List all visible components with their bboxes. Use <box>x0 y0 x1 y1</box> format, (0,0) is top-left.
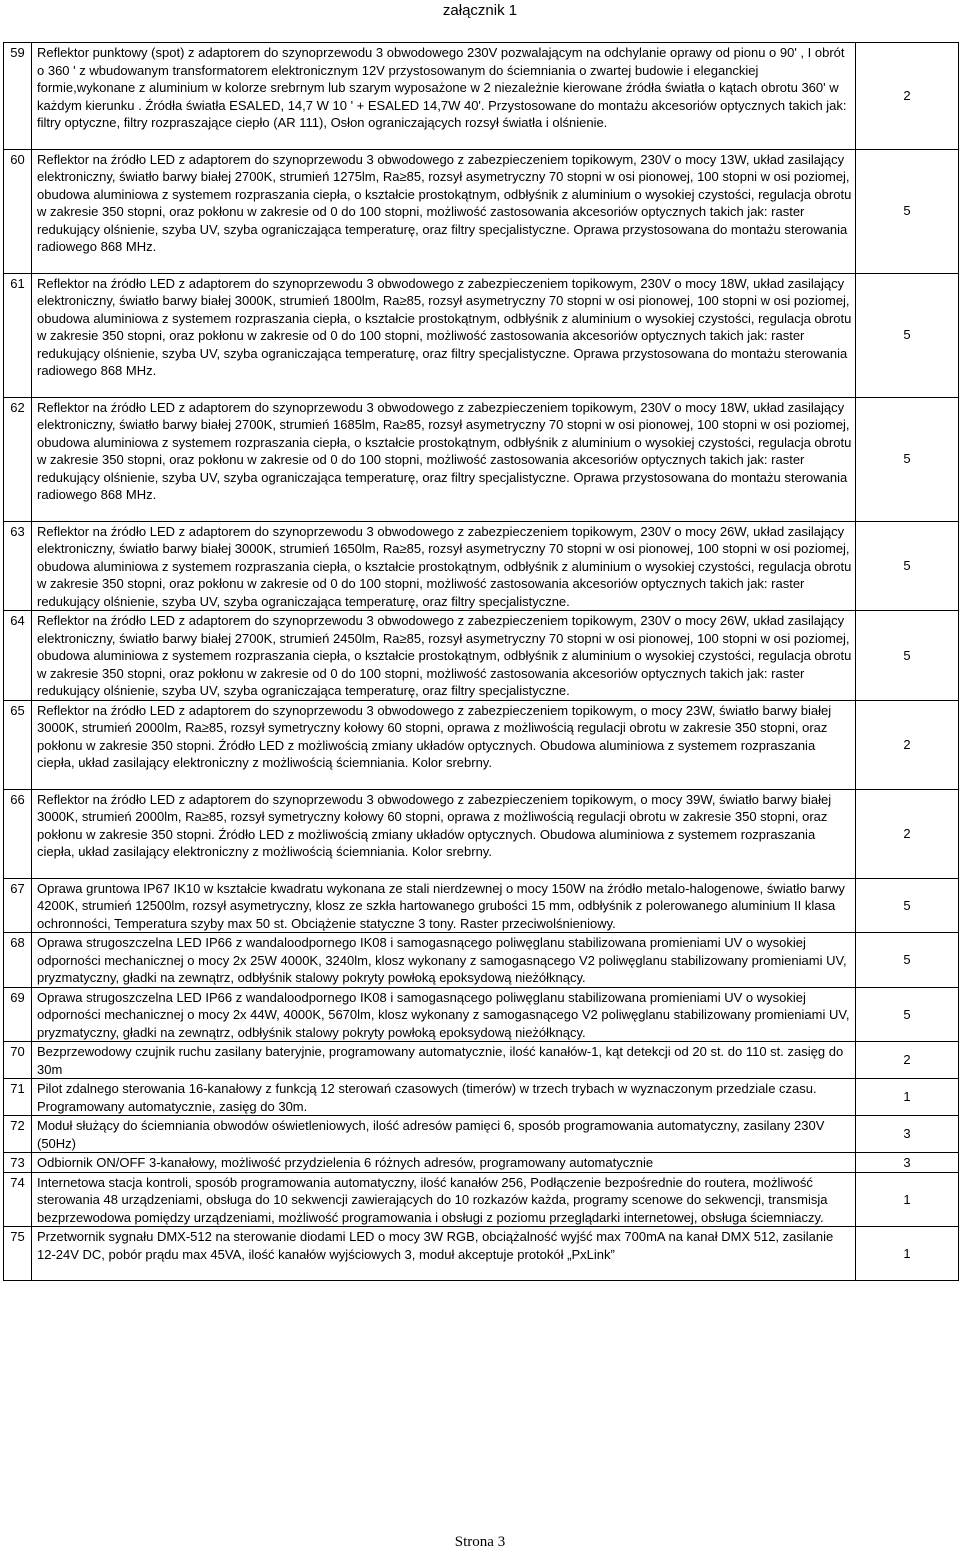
item-number-cell: 65 <box>4 700 32 789</box>
item-number-cell: 75 <box>4 1227 32 1281</box>
item-quantity-cell: 1 <box>856 1227 959 1281</box>
specification-table-body <box>4 43 959 1281</box>
item-number-cell: 68 <box>4 933 32 988</box>
item-quantity-cell: 5 <box>856 149 959 273</box>
item-quantity-cell: 5 <box>856 521 959 611</box>
table-row <box>4 700 959 789</box>
item-quantity-cell: 5 <box>856 933 959 988</box>
item-description-cell: Reflektor na źródło LED z adaptorem do szynoprzewodu 3 obwodowego z zabezpieczeniem topikowym, 230V o mocy 18W, układ zasilający elektroniczny, światło barwy białej 2700K, strumień 1685lm, Ra≥85, rozsył asymetryczny 70 stopni w osi pionowej, 100 stopni w osi poziomej, obudowa aluminiowa z systemem rozpraszania ciepła, o kształcie prostokątnym, odbłyśnik z aluminium o wysokiej czystości, regulacja obrotu w zakresie 350 stopni, oraz pokłonu w zakresie od 0 do 100 stopni, możliwość zastosowania akcesoriów optycznych takich jak: raster redukujący olśnienie, szyba UV, szyba ograniczająca temperaturę, oraz filtry specjalistyczne. Oprawa przystosowana do montażu sterowania radiowego 868 MHz. <box>32 397 856 521</box>
item-quantity-cell: 1 <box>856 1172 959 1227</box>
item-number-cell: 72 <box>4 1116 32 1153</box>
table-row <box>4 611 959 701</box>
item-quantity-cell: 2 <box>856 1042 959 1079</box>
item-number-cell: 70 <box>4 1042 32 1079</box>
item-number-cell: 62 <box>4 397 32 521</box>
item-quantity-cell: 2 <box>856 700 959 789</box>
item-description-cell: Oprawa strugoszczelna LED IP66 z wandaloodpornego IK08 i samogasnącego poliwęglanu stabilizowana promieniami UV o wysokiej odporności mechanicznej o mocy 2x 44W, 4000K, 5670lm, klosz wykonany z samogasnącego V2 poliwęglanu stabilizowany promieniami UV, pryzmatyczny, gładki na zewnątrz, odbłyśnik stalowy pokryty powłoką epoksydową nieżółknący. <box>32 987 856 1042</box>
item-number-cell: 60 <box>4 149 32 273</box>
table-row <box>4 273 959 397</box>
item-number-cell: 69 <box>4 987 32 1042</box>
table-row <box>4 1227 959 1281</box>
item-description-cell: Oprawa gruntowa IP67 IK10 w kształcie kwadratu wykonana ze stali nierdzewnej o mocy 150W na źródło metalo-halogenowe, światło barwy 4200K, strumień 12500lm, rozsył asymetryczny, klosz ze szkła hartowanego grubości 15 mm, odbłyśnik z polerowanego aluminium II klasa ochronności, Temperatura szyby max 50 st. Obciążenie statyczne 3 tony. Raster przeciwolśnieniowy. <box>32 878 856 933</box>
item-quantity-cell: 5 <box>856 878 959 933</box>
item-description-cell: Reflektor na źródło LED z adaptorem do szynoprzewodu 3 obwodowego z zabezpieczeniem topikowym, o mocy 39W, światło barwy białej 3000K, strumień 2000lm, Ra≥85, rozsył symetryczny kołowy 60 stopni, oprawa z możliwością regulacji obrotu w zakresie 350 stopni, oraz pokłonu w zakresie 350 stopni. Źródło LED z możliwością zmiany układów optycznych. Obudowa aluminiowa z systemem rozpraszania ciepła, układ zasilający elektroniczny z możliwością ściemniania. Kolor srebrny. <box>32 789 856 878</box>
item-description-cell: Pilot zdalnego sterowania 16-kanałowy z funkcją 12 sterowań czasowych (timerów) w trzech trybach w wyznaczonym przedziale czasu. Programowany automatycznie, zasięg do 30m. <box>32 1079 856 1116</box>
item-number-cell: 73 <box>4 1153 32 1173</box>
item-quantity-cell: 5 <box>856 273 959 397</box>
item-quantity-cell: 5 <box>856 987 959 1042</box>
table-row <box>4 789 959 878</box>
table-row <box>4 1172 959 1227</box>
table-row <box>4 1116 959 1153</box>
item-quantity-cell: 3 <box>856 1153 959 1173</box>
item-number-cell: 61 <box>4 273 32 397</box>
item-number-cell: 67 <box>4 878 32 933</box>
item-quantity-cell: 1 <box>856 1079 959 1116</box>
specification-table <box>3 42 959 1281</box>
item-description-cell: Reflektor na źródło LED z adaptorem do szynoprzewodu 3 obwodowego z zabezpieczeniem topikowym, 230V o mocy 26W, układ zasilający elektroniczny, światło barwy białej 2700K, strumień 2450lm, Ra≥85, rozsył asymetryczny 70 stopni w osi pionowej, 100 stopni w osi poziomej, obudowa aluminiowa z systemem rozpraszania ciepła, o kształcie prostokątnym, odbłyśnik z aluminium o wysokiej czystości, regulacja obrotu w zakresie 350 stopni, oraz pokłonu w zakresie od 0 do 100 stopni, możliwość zastosowania akcesoriów optycznych takich jak: raster redukujący olśnienie, szyba UV, szyba ograniczająca temperaturę, oraz filtry specjalistyczne. <box>32 611 856 701</box>
item-description-cell: Bezprzewodowy czujnik ruchu zasilany bateryjnie, programowany automatycznie, ilość kanałów-1, kąt detekcji od 20 st. do 110 st. zasięg do 30m <box>32 1042 856 1079</box>
table-row <box>4 1153 959 1173</box>
item-description-cell: Reflektor na źródło LED z adaptorem do szynoprzewodu 3 obwodowego z zabezpieczeniem topikowym, 230V o mocy 13W, układ zasilający elektroniczny, światło barwy białej 2700K, strumień 1275lm, Ra≥85, rozsył asymetryczny 70 stopni w osi pionowej, 100 stopni w osi poziomej, obudowa aluminiowa z systemem rozpraszania ciepła, o kształcie prostokątnym, odbłyśnik z aluminium o wysokiej czystości, regulacja obrotu w zakresie 350 stopni, oraz pokłonu w zakresie od 0 do 100 stopni, możliwość zastosowania akcesoriów optycznych takich jak: raster redukujący olśnienie, szyba UV, szyba ograniczająca temperaturę, oraz filtry specjalistyczne. Oprawa przystosowana do montażu sterowania radiowego 868 MHz. <box>32 149 856 273</box>
table-row <box>4 1079 959 1116</box>
table-row <box>4 521 959 611</box>
item-number-cell: 71 <box>4 1079 32 1116</box>
item-description-cell: Odbiornik ON/OFF 3-kanałowy, możliwość przydzielenia 6 różnych adresów, programowany automatycznie <box>32 1153 856 1173</box>
item-description-cell: Reflektor na źródło LED z adaptorem do szynoprzewodu 3 obwodowego z zabezpieczeniem topikowym, o mocy 23W, światło barwy białej 3000K, strumień 2000lm, Ra≥85, rozsył symetryczny kołowy 60 stopni, oprawa z możliwością regulacji obrotu w zakresie 350 stopni, oraz pokłonu w zakresie 350 stopni. Źródło LED z możliwością zmiany układów optycznych. Obudowa aluminiowa z systemem rozpraszania ciepła, układ zasilający elektroniczny z możliwością ściemniania. Kolor srebrny. <box>32 700 856 789</box>
item-description-cell: Reflektor na źródło LED z adaptorem do szynoprzewodu 3 obwodowego z zabezpieczeniem topikowym, 230V o mocy 18W, układ zasilający elektroniczny, światło barwy białej 3000K, strumień 1800lm, Ra≥85, rozsył asymetryczny 70 stopni w osi pionowej, 100 stopni w osi poziomej, obudowa aluminiowa z systemem rozpraszania ciepła, o kształcie prostokątnym, odbłyśnik z aluminium o wysokiej czystości, regulacja obrotu w zakresie 350 stopni, oraz pokłonu w zakresie od 0 do 100 stopni, możliwość zastosowania akcesoriów optycznych takich jak: raster redukujący olśnienie, szyba UV, szyba ograniczająca temperaturę, oraz filtry specjalistyczne. Oprawa przystosowana do montażu sterowania radiowego 868 MHz. <box>32 273 856 397</box>
table-row <box>4 987 959 1042</box>
table-row <box>4 397 959 521</box>
item-number-cell: 63 <box>4 521 32 611</box>
item-number-cell: 64 <box>4 611 32 701</box>
item-quantity-cell: 3 <box>856 1116 959 1153</box>
item-quantity-cell: 2 <box>856 789 959 878</box>
item-description-cell: Reflektor na źródło LED z adaptorem do szynoprzewodu 3 obwodowego z zabezpieczeniem topikowym, 230V o mocy 26W, układ zasilający elektroniczny, światło barwy białej 3000K, strumień 1650lm, Ra≥85, rozsył asymetryczny 70 stopni w osi pionowej, 100 stopni w osi poziomej, obudowa aluminiowa z systemem rozpraszania ciepła, o kształcie prostokątnym, odbłyśnik z aluminium o wysokiej czystości, regulacja obrotu w zakresie 350 stopni, oraz pokłonu w zakresie od 0 do 100 stopni, możliwość zastosowania akcesoriów optycznych takich jak: raster redukujący olśnienie, szyba UV, szyba ograniczająca temperaturę, oraz filtry specjalistyczne. <box>32 521 856 611</box>
page-footer: Strona 3 <box>454 1534 506 1550</box>
item-number-cell: 66 <box>4 789 32 878</box>
item-description-cell: Przetwornik sygnału DMX-512 na sterowanie diodami LED o mocy 3W RGB, obciążalność wyjść max 700mA na kanał DMX 512, zasilanie 12-24V DC, pobór prądu max 45VA, ilość kanałów wyjściowych 3, moduł akceptuje protokół „PxLink” <box>32 1227 856 1281</box>
item-quantity-cell: 2 <box>856 43 959 150</box>
table-row <box>4 149 959 273</box>
item-number-cell: 59 <box>4 43 32 150</box>
item-description-cell: Internetowa stacja kontroli, sposób programowania automatyczny, ilość kanałów 256, Podłączenie bezpośrednie do routera, możliwość sterowania 48 urządzeniami, obsługa do 10 sekwencji zawierających do 10 rozkazów każda, programy scenowe do sekwencji, transmisja bezprzewodowa pomiędzy urządzeniami, możliwość programowania i obsługi z poziomu przeglądarki internetowej, obsługa ściemniaczy. <box>32 1172 856 1227</box>
table-row <box>4 933 959 988</box>
page-header: załącznik 1 <box>442 2 518 19</box>
item-description-cell: Oprawa strugoszczelna LED IP66 z wandaloodpornego IK08 i samogasnącego poliwęglanu stabilizowana promieniami UV o wysokiej odporności mechanicznej o mocy 2x 25W 4000K, 3240lm, klosz wykonany z samogasnącego V2 poliwęglanu stabilizowany promieniami UV, pryzmatyczny, gładki na zewnątrz, odbłyśnik stalowy pokryty powłoką epoksydową nieżółknący. <box>32 933 856 988</box>
table-row <box>4 43 959 150</box>
table-row <box>4 1042 959 1079</box>
item-quantity-cell: 5 <box>856 611 959 701</box>
item-number-cell: 74 <box>4 1172 32 1227</box>
table-row <box>4 878 959 933</box>
item-description-cell: Reflektor punktowy (spot) z adaptorem do szynoprzewodu 3 obwodowego 230V pozwalającym na odchylanie oprawy od pionu o 90' , I obrót o 360 ' z wbudowanym transformatorem elektronicznym 12V przystosowanym do ściemniania o zwartej budowie i eleganckiej formie,wykonane z aluminium w kolorze srebrnym lub szarym wyposażone w 2 niezależnie kierowane źródła światła o kątach obrotu 360' w każdym kierunku . Źródła światła ESALED, 14,7 W 10 ' + ESALED 14,7W 40'. Przystosowane do montażu akcesoriów optycznych takich jak: filtry optyczne, filtry rozpraszające ciepło (AR 111), Osłon ograniczających rozsył światła i olśnienie. <box>32 43 856 150</box>
item-quantity-cell: 5 <box>856 397 959 521</box>
item-description-cell: Moduł służący do ściemniania obwodów oświetleniowych, ilość adresów pamięci 6, sposób programowania automatyczny, zasilany 230V (50Hz) <box>32 1116 856 1153</box>
